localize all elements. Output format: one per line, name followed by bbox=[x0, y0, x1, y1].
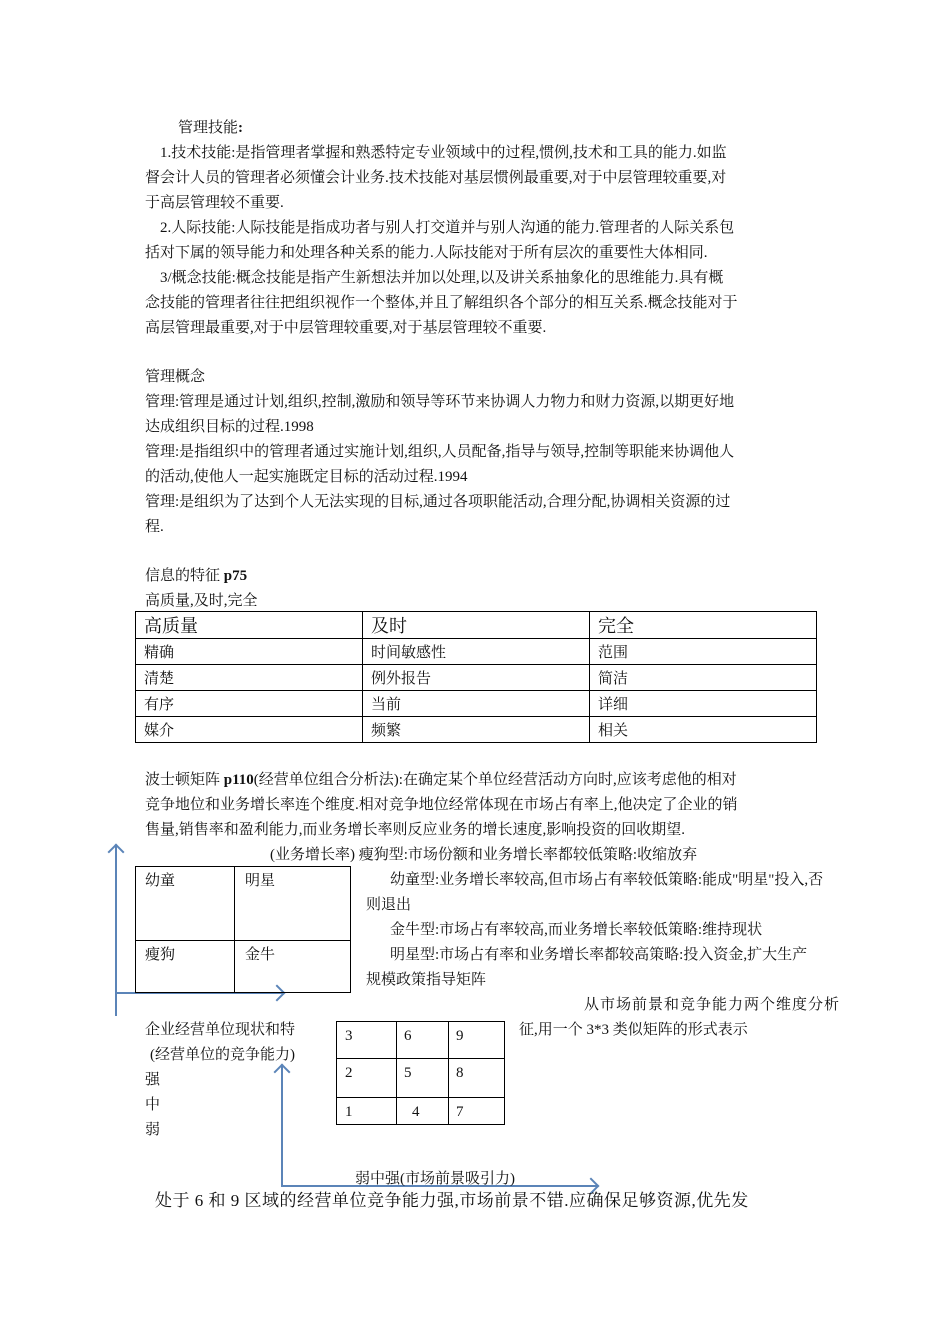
arrow-up-icon bbox=[274, 1064, 291, 1081]
skills-line: 督会计人员的管理者必须懂会计业务.技术技能对基层惯例最重要,对于中层管理较重要,对 bbox=[145, 170, 727, 186]
table-header: 完全 bbox=[590, 612, 817, 639]
divider bbox=[336, 1058, 504, 1059]
table-row bbox=[136, 717, 817, 743]
matrix-cell-star: 明星 bbox=[245, 873, 276, 889]
matrix-cell-question: 幼童 bbox=[145, 873, 176, 889]
table-cell: 精确 bbox=[136, 639, 363, 665]
table-row bbox=[136, 639, 817, 665]
table-cell: 频繁 bbox=[363, 717, 590, 743]
bcg-note: 金牛型:市场占有率较高,而业务增长率较低策略:维持现状 bbox=[390, 922, 763, 938]
table-cell: 时间敏感性 bbox=[363, 639, 590, 665]
table-header-row bbox=[136, 612, 817, 639]
grid-cell: 6 bbox=[404, 1028, 412, 1044]
skills-line: 1.技术技能:是指管理者掌握和熟悉特定专业领域中的过程,惯例,技术和工具的能力.如监 bbox=[160, 145, 727, 161]
level-strong: 强 bbox=[145, 1072, 161, 1088]
grid-cell: 5 bbox=[404, 1065, 412, 1081]
divider bbox=[448, 1021, 449, 1124]
concept-title: 管理概念 bbox=[145, 369, 206, 385]
table-cell: 范围 bbox=[590, 639, 817, 665]
bcg-intro: 波士顿矩阵 p110(经营单位组合分析法):在确定某个单位经营活动方向时,应该考虑他的相对 bbox=[145, 772, 737, 788]
concept-line: 管理:是指组织中的管理者通过实施计划,组织,人员配备,指导与领导,控制等职能来协调他人 bbox=[145, 444, 735, 460]
level-medium: 中 bbox=[145, 1097, 161, 1113]
table-cell: 有序 bbox=[136, 691, 363, 717]
policy-text: 从市场前景和竞争能力两个维度分析 bbox=[584, 997, 841, 1013]
skills-line: 2.人际技能:人际技能是指成功者与别人打交道并与别人沟通的能力.管理者的人际关系包 bbox=[160, 220, 735, 236]
policy-ylabel: (经营单位的竞争能力) bbox=[150, 1047, 295, 1063]
table-cell: 详细 bbox=[590, 691, 817, 717]
divider bbox=[234, 866, 235, 993]
table-header: 高质量 bbox=[136, 612, 363, 639]
concept-line: 管理:是组织为了达到个人无法实现的目标,通过各项职能活动,合理分配,协调相关资源的过 bbox=[145, 494, 731, 510]
divider bbox=[135, 940, 351, 941]
bcg-note: 规模政策指导矩阵 bbox=[366, 972, 487, 988]
table-row bbox=[136, 665, 817, 691]
policy-conclusion: 处于 6 和 9 区域的经营单位竞争能力强,市场前景不错.应确保足够资源,优先发 bbox=[155, 1191, 749, 1210]
policy-text: 企业经营单位现状和特 bbox=[145, 1022, 296, 1038]
concept-line: 达成组织目标的过程.1998 bbox=[145, 419, 314, 435]
bcg-note: 幼童型:业务增长率较高,但市场占有率较低策略:能成"明星"投入,否 bbox=[390, 872, 824, 888]
table-cell: 当前 bbox=[363, 691, 590, 717]
arrow-up-icon bbox=[108, 844, 125, 861]
info-summary: 高质量,及时,完全 bbox=[145, 593, 258, 609]
grid-cell: 7 bbox=[456, 1104, 464, 1120]
skills-line: 念技能的管理者往往把组织视作一个整体,并且了解组织各个部分的相互关系.概念技能对于 bbox=[145, 295, 738, 311]
concept-line: 管理:管理是通过计划,组织,控制,激励和领导等环节来协调人力物力和财力资源,以期更好地 bbox=[145, 394, 735, 410]
policy-text: 征,用一个 3*3 类似矩阵的形式表示 bbox=[519, 1022, 748, 1038]
matrix-cell-dog: 瘦狗 bbox=[145, 947, 176, 963]
bcg-line: 竞争地位和业务增长率连个维度.相对竞争地位经常体现在市场占有率上,他决定了企业的销 bbox=[145, 797, 738, 813]
divider bbox=[336, 1097, 504, 1098]
skills-line: 高层管理最重要,对于中层管理较重要,对于基层管理较不重要. bbox=[145, 320, 547, 336]
table-cell: 例外报告 bbox=[363, 665, 590, 691]
info-title: 信息的特征 p75 bbox=[145, 568, 248, 584]
table-row bbox=[136, 691, 817, 717]
table-header: 及时 bbox=[363, 612, 590, 639]
grid-cell: 1 bbox=[345, 1104, 353, 1120]
bcg-note: (业务增长率) 瘦狗型:市场份额和业务增长率都较低策略:收缩放弃 bbox=[270, 847, 698, 863]
skills-line: 括对下属的领导能力和处理各种关系的能力.人际技能对于所有层次的重要性大体相同. bbox=[145, 245, 708, 261]
skills-line: 3/概念技能:概念技能是指产生新想法并加以处理,以及讲关系抽象化的思维能力.具有概 bbox=[160, 270, 724, 286]
grid-cell: 2 bbox=[345, 1065, 353, 1081]
divider bbox=[396, 1021, 397, 1124]
table-cell: 相关 bbox=[590, 717, 817, 743]
grid-cell: 4 bbox=[412, 1104, 420, 1120]
grid-cell: 3 bbox=[345, 1028, 353, 1044]
concept-line: 的活动,使他人一起实施既定目标的活动过程.1994 bbox=[145, 469, 468, 485]
skills-title: 管理技能: bbox=[178, 120, 244, 136]
bcg-line: 售量,销售率和盈利能力,而业务增长率则反应业务的增长速度,影响投资的回收期望. bbox=[145, 822, 686, 838]
concept-line: 程. bbox=[145, 519, 164, 535]
table-cell: 媒介 bbox=[136, 717, 363, 743]
y-axis-arrow bbox=[115, 846, 117, 1016]
info-table bbox=[135, 611, 817, 743]
bcg-note: 明星型:市场占有率和业务增长率都较高策略:投入资金,扩大生产 bbox=[390, 947, 808, 963]
matrix-cell-cow: 金牛 bbox=[245, 947, 276, 963]
policy-xlabel: 弱中强(市场前景吸引力) bbox=[355, 1171, 515, 1187]
bcg-note: 则退出 bbox=[366, 897, 412, 913]
table-cell: 清楚 bbox=[136, 665, 363, 691]
grid-cell: 9 bbox=[456, 1028, 464, 1044]
level-weak: 弱 bbox=[145, 1122, 161, 1138]
policy-grid bbox=[336, 1021, 505, 1125]
y-axis-arrow bbox=[281, 1066, 283, 1187]
grid-cell: 8 bbox=[456, 1065, 464, 1081]
skills-line: 于高层管理较不重要. bbox=[145, 195, 284, 211]
table-cell: 简洁 bbox=[590, 665, 817, 691]
